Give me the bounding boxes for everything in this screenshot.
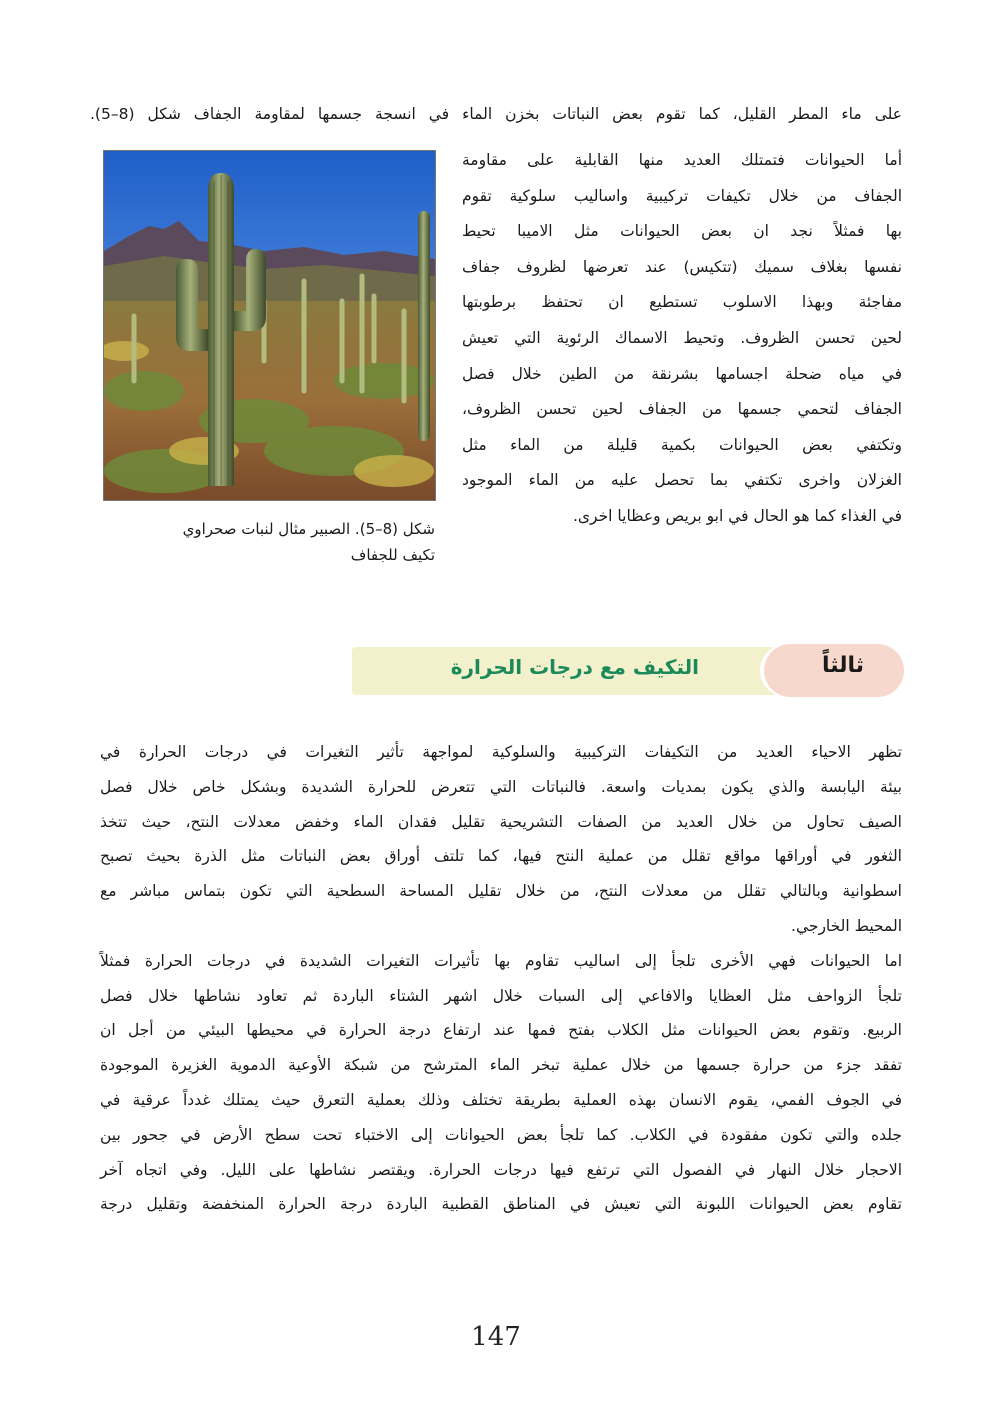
paragraph-line: المحيط الخارجي.: [791, 916, 902, 935]
figure-caption: [103, 516, 435, 568]
paragraph-line: الجفاف لتحمي جسمها من الجفاف لحين تحسن الظروف،: [462, 400, 902, 419]
paragraph-line: في الغذاء كما هو الحال في ابو بريص وعظايا اخرى.: [572, 506, 902, 525]
paragraph-line: الصيف تحاول من خلال العديد من الصفات التشريحية تقليل فقدان الماء وخفض معدلات النتح، حيث تتخذ: [100, 812, 902, 831]
paragraph-line: تفقد جزء من حرارة جسمها من خلال عملية تبخر الماء المترشح من شبكة الأوعية الدموية الغزيرة الموجودة: [100, 1056, 902, 1075]
paragraph-line: تقاوم بعض الحيوانات اللبونة التي تعيش في المناطق القطبية الباردة درجة الحرارة المنخفضة وتقليل درجة: [100, 1195, 902, 1214]
paragraph-line: وتكتفي بعض الحيوانات بكمية قليلة من الماء مثل: [462, 435, 902, 454]
temperature-adaptation-text: [100, 735, 902, 1222]
paragraph-line: جلده والتي تكون مفقودة في الكلاب. كما تلجأ بعض الحيوانات إلى الاختباء تحت سطح الأرض في جحور بين: [100, 1125, 902, 1144]
paragraph-line: اسطوانية وبالتالي تقلل من معدلات النتح، من خلال تقليل المساحة السطحية التي تكون بتماس مباشر مع: [100, 882, 902, 901]
paragraph-line: اما الحيوانات فهي الأخرى تلجأ إلى اساليب تقاوم بها تأثيرات التغيرات الشديدة في درجات الحرارة فمثلاً: [100, 951, 902, 970]
paragraph-line: الثغور في أوراقها مواقع تقلل من عملية النتح فيها، كما تلتف أوراق بعض النباتات مثل الذرة بحيث تصبح: [100, 847, 902, 866]
cactus-photo: [103, 150, 436, 501]
paragraph-line: لحين تحسن الظروف. وتحيط الاسماك الرئوية التي تعيش: [462, 328, 902, 347]
paragraph-line: الجفاف من خلال تكيفات تركيبية واساليب سلوكية تقوم: [462, 186, 902, 205]
page-number: 147: [471, 1322, 521, 1352]
paragraph-line: الاحجار خلال النهار في الفصول التي ترتفع فيها درجات الحرارة. ويقتصر نشاطها على الليل. وفي اتجاه آخر: [100, 1160, 902, 1179]
paragraph-line: بها فمثلاً نجد ان بعض الحيوانات مثل الاميبا تحيط: [462, 222, 902, 241]
caption-line: شكل (8–5). الصبير مثال لنبات صحراوي: [182, 520, 435, 538]
paragraph-line: في الجوف الفمي، يقوم الانسان بهذه العملية بطريقة تختلف وذلك بعملية التعرق حيث يمتلك غدداً عرقية في: [100, 1090, 902, 1109]
section-header: [352, 644, 904, 697]
section-number-pill: [764, 644, 904, 697]
section-number: ثالثاً: [821, 653, 864, 678]
paragraph-line: في مياه ضحلة اجسامها بشرنقة من الطين خلال فصل: [462, 364, 902, 383]
paragraph-line: نفسها بغلاف سميك (تتكيس) عند تعرضها لظروف جفاف: [462, 257, 902, 276]
paragraph-line: تلجأ الزواحف مثل العظايا والافاعي إلى السبات خلال اشهر الشتاء الباردة ثم تعاود نشاطها خلال فصل: [100, 986, 902, 1005]
animal-drought-paragraph: [462, 143, 902, 535]
top-paragraph-line: على ماء المطر القليل، كما تقوم بعض النباتات بخزن الماء في انسجة جسمها لمقاومة الجفاف شكل (8–5).: [90, 105, 902, 123]
paragraph-line: بيئة اليابسة والذي يكون بمديات واسعة. فالنباتات التي تتعرض للحرارة الشديدة وبشكل خاص خلال فصل: [100, 777, 902, 796]
paragraph-line: الغزلان واخرى تكتفي بما تحصل عليه من الماء الموجود: [462, 471, 902, 490]
paragraph-line: تظهر الاحياء العديد من التكيفات التركيبية والسلوكية لمواجهة تأثير التغيرات في درجات الحرارة في: [100, 743, 902, 761]
paragraph-line: مفاجئة وبهذا الاسلوب تستطيع ان تحتفظ برطوبتها: [462, 293, 902, 312]
caption-line: تكيف للجفاف: [350, 546, 435, 564]
paragraph-line: أما الحيوانات فتمتلك العديد منها القابلية على مقاومة: [462, 151, 902, 169]
section-title: التكيف مع درجات الحرارة: [450, 655, 699, 679]
paragraph-line: الربيع. وتقوم بعض الحيوانات مثل الكلاب بفتح فمها عند ارتفاع درجة الحرارة في محيطها البيئي من أجل ان: [100, 1021, 902, 1040]
